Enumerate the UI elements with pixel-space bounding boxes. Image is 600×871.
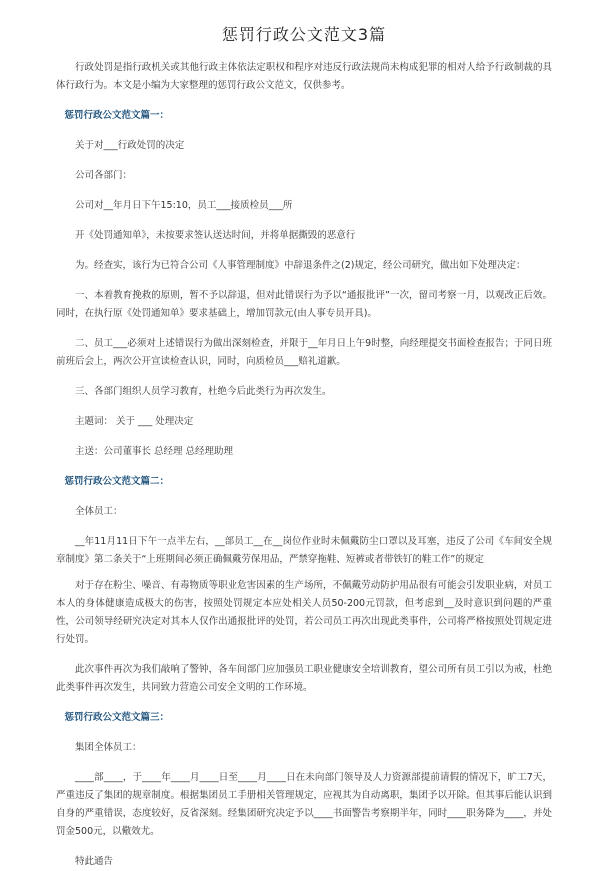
paragraph: 主题词： 关于 ___ 处理决定: [75, 416, 194, 427]
paragraph: 二、员工___必须对上述错误行为做出深刻检查，并限于__年月日上午9时整，向经理提交书面检查报告；于同日班前班后会上，两次公开宣读检查认识，同时，向质检员___赔礼道歉。: [56, 338, 552, 367]
paragraph: 为。经查实，该行为已符合公司《人事管理制度》中辞退条件之(2)规定，经公司研究，做出如下处理决定：: [75, 260, 526, 271]
paragraph: ____部____，于____年____月____日至____月____日在未向部门领导及人力资源部提前请假的情况下，旷工7天，严重违反了集团的规章制度。根据集团员工手册相关管理规定，应视其为自动离职，集团予以开除。但其事后能认识到自身的严重错误，态度较好，反省深刻。经集团研究决定予以____书面警告考察期半年，同时____职务降为____，并处罚金500元，以儆效尤。: [56, 772, 552, 837]
paragraph: 关于对___行政处罚的决定: [75, 140, 185, 151]
paragraph: __年11月11日下午一点半左右，__部员工__在__岗位作业时未佩戴防尘口罩以及耳塞，违反了公司《车间安全规章制度》第二条关于“上班期间必须正确佩戴劳保用品，严禁穿拖鞋、短裤或者带铁钉的鞋工作”的规定: [56, 536, 552, 565]
document-title: 惩罚行政公文范文3篇: [221, 25, 387, 44]
paragraph: 一、本着教育挽救的原则，暂不予以辞退，但对此错误行为予以“通报批评”一次，留司考察一月，以观改正后效。同时，在执行原《处罚通知单》要求基础上，增加罚款元(由人事专员开具)。: [56, 290, 552, 319]
intro-paragraph: 行政处罚是指行政机关或其他行政主体依法定职权和程序对违反行政法规尚未构成犯罪的相对人给予行政制裁的具体行政行为。本文是小编为大家整理的惩罚行政公文范文，仅供参考。: [56, 62, 552, 91]
paragraph: 此次事件再次为我们敲响了警钟，各车间部门应加强员工职业健康安全培训教育，望公司所有员工引以为戒，杜绝此类事件再次发生，共同致力营造公司安全文明的工作环境。: [56, 664, 552, 693]
paragraph: 全体员工：: [75, 506, 123, 517]
section-heading-1: 惩罚行政公文范文篇一：: [64, 110, 170, 121]
paragraph: 主送：公司董事长 总经理 总经理助理: [75, 446, 234, 457]
paragraph: 公司对__年月日下午15:10，员工___接质检员___所: [75, 200, 293, 211]
section-heading-2: 惩罚行政公文范文篇二：: [64, 476, 170, 487]
paragraph: 公司各部门：: [75, 170, 133, 181]
paragraph: 集团全体员工：: [75, 742, 142, 753]
paragraph: 三、各部门组织人员学习教育，杜绝今后此类行为再次发生。: [75, 386, 332, 397]
section-heading-3: 惩罚行政公文范文篇三：: [64, 712, 170, 723]
paragraph: 对于存在粉尘、噪音、有毒物质等职业危害因素的生产场所，不佩戴劳动防护用品很有可能会引发职业病，对员工本人的身体健康造成极大的伤害，按照处罚规定本应处相关人员50-200元罚款，但考虑到__及时意识到问题的严重性，公司领导经研究决定对其本人仅作出通报批评的处罚，若公司员工再次出现此类事件，公司将严格按照处罚规定进行处罚。: [56, 580, 552, 645]
paragraph: 特此通告: [75, 856, 114, 867]
paragraph: 开《处罚通知单》，未按要求签认送达时间，并将单据撕毁的恶意行: [75, 230, 356, 241]
